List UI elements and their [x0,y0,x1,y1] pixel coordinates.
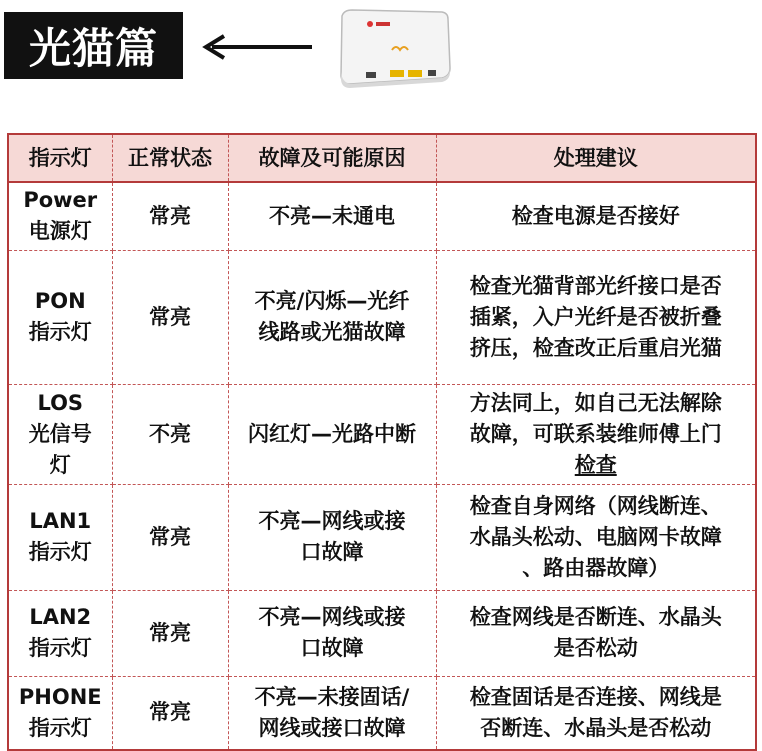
indicator-name: LAN1 指示灯 [8,484,112,590]
suggestion: 方法同上，如自己无法解除 故障，可联系装维师傅上门 检查 [436,384,756,484]
table-row [8,590,756,676]
column-header: 故障及可能原因 [228,134,436,182]
page-title: 光猫篇 [4,12,183,79]
suggestion: 检查固话是否连接、网线是 否断连、水晶头是否松动 [469,684,722,740]
suggestion: 检查自身网络（网线断连、 水晶头松动、电脑网卡故障 、路由器故障） [436,484,756,590]
suggestion: 检查网线是否断连、水晶头 是否松动 [436,590,756,676]
table-row [8,484,756,590]
table-row [8,250,756,384]
indicator-name: Power 电源灯 [8,182,112,250]
table-header-row [8,134,756,182]
table-row [8,676,756,750]
normal-state: 常亮 [112,676,228,750]
normal-state: 不亮 [112,384,228,484]
table-row [8,182,756,250]
column-header: 指示灯 [8,134,112,182]
suggestion: 检查电源是否接好 [436,182,756,250]
normal-state: 常亮 [112,182,228,250]
indicator-name: LAN2 指示灯 [8,590,112,676]
normal-state: 常亮 [112,484,228,590]
normal-state: 常亮 [112,590,228,676]
fault-cause: 不亮—网线或接 口故障 [228,484,436,590]
column-header: 正常状态 [112,134,228,182]
indicator-table [7,133,757,751]
left-arrow-icon [200,32,315,62]
fault-cause: 闪红灯—光路中断 [228,384,436,484]
fault-cause: 不亮—未通电 [228,182,436,250]
suggestion: 检查光猫背部光纤接口是否 插紧，入户光纤是否被折叠 挤压，检查改正后重启光猫 [436,250,756,384]
fault-cause: 不亮/闪烁—光纤 线路或光猫故障 [228,250,436,384]
fault-cause: 不亮—网线或接 口故障 [228,590,436,676]
optical-modem-image [334,6,458,88]
fault-cause: 不亮—未接固话/ 网线或接口故障 [228,676,436,750]
normal-state: 常亮 [112,250,228,384]
indicator-name: PHONE 指示灯 [8,676,112,750]
table-row [8,384,756,484]
indicator-name: LOS 光信号 灯 [8,384,112,484]
column-header: 处理建议 [436,134,756,182]
indicator-name: PON 指示灯 [8,250,112,384]
